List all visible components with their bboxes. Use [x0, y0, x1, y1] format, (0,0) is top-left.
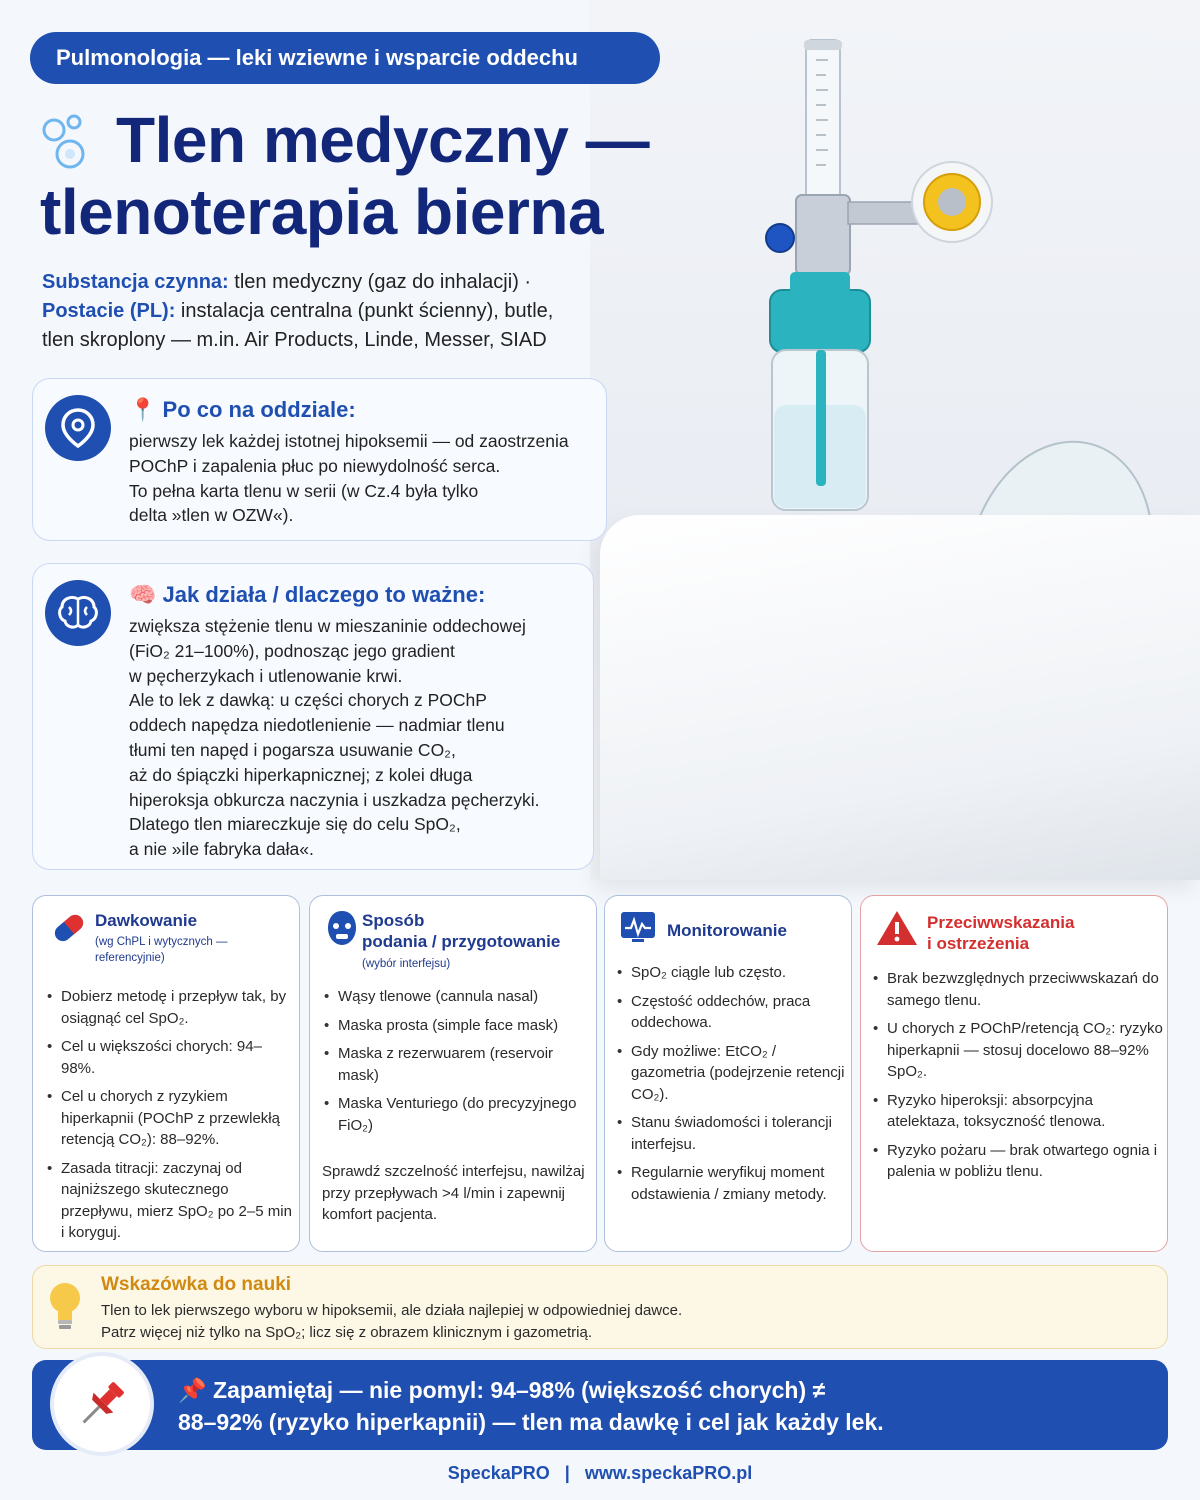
purpose-card	[32, 378, 607, 541]
purpose-title: Po co na oddziale:	[162, 397, 356, 422]
list-item: • Cel u chorych z ryzykiem hiperkapnii (POChP z przewlekłą retencją CO₂): 88–92%.	[47, 1086, 293, 1151]
mechanism-line: (FiO₂ 21–100%), podnosząc jego gradient	[129, 640, 455, 661]
list-item: • Dobierz metodę i przepływ tak, by osiągnąć cel SpO₂.	[47, 986, 293, 1029]
list-item: • Wąsy tlenowe (cannula nasal)	[324, 986, 590, 1008]
forms-value: instalacja centralna (punkt ścienny), butle,	[175, 300, 554, 322]
list-item: • Częstość oddechów, praca oddechowa.	[617, 991, 849, 1034]
purpose-text	[129, 429, 604, 528]
lightbulb-icon	[47, 1280, 83, 1334]
method-subtitle: (wybór interfejsu)	[362, 958, 451, 970]
dosing-box	[32, 895, 300, 1252]
list-item: • SpO₂ ciągle lub często.	[617, 962, 849, 984]
tip-text	[101, 1300, 682, 1344]
substance-info	[42, 268, 622, 355]
list-item: • U chorych z POChP/retencją CO₂: ryzyko hiperkapnii — stosuj docelowo 88–92% SpO₂.	[873, 1018, 1163, 1083]
mechanism-line: zwiększa stężenie tlenu w mieszaninie oddechowej	[129, 616, 526, 636]
mechanism-line: w pęcherzykach i utlenowanie krwi.	[129, 665, 403, 686]
remember-text	[178, 1374, 884, 1438]
list-item: • Maska prosta (simple face mask)	[324, 1015, 590, 1037]
list-item: • Gdy możliwe: EtCO₂ / gazometria (podejrzenie retencji CO₂).	[617, 1041, 849, 1106]
mechanism-line: aż do śpiączki hiperkapnicznej; z kolei długa	[129, 764, 473, 785]
contra-title-line: Przeciwwskazania	[927, 913, 1075, 932]
method-box	[309, 895, 597, 1252]
contra-title	[927, 912, 1074, 954]
mechanism-line: a nie »ile fabryka dała«.	[129, 839, 314, 860]
mechanism-text	[129, 614, 589, 862]
substance-value: tlen medyczny (gaz do inhalacji) ·	[228, 271, 532, 293]
banner-line: 88–92% (ryzyko hiperkapnii) — tlen ma dawkę i cel jak każdy lek.	[178, 1409, 884, 1435]
dosing-title: Dawkowanie	[95, 911, 198, 930]
list-item: • Ryzyko hiperoksji: absorpcyjna atelektaza, toksyczność tlenowa.	[873, 1090, 1163, 1133]
pin-emoji-icon: 📍	[129, 397, 157, 422]
forms-label: Postacie (PL):	[42, 300, 176, 322]
brain-emoji-icon: 🧠	[129, 582, 157, 607]
contra-list	[873, 968, 1163, 1190]
tip-line: Tlen to lek pierwszego wyboru w hipoksemii, ale działa najlepiej w odpowiedniej dawce.	[101, 1302, 683, 1319]
method-title-line: podania / przygotowanie	[362, 932, 561, 951]
mechanism-title: Jak działa / dlaczego to ważne:	[162, 582, 486, 607]
dosing-subtitle: (wg ChPL i wytycznych — referencyjnie)	[95, 936, 228, 964]
method-title-line: Sposób	[362, 911, 425, 930]
mask-icon	[324, 908, 360, 948]
purpose-line: pierwszy lek każdej istotnej hipoksemii — od zaostrzenia	[129, 431, 569, 451]
monitoring-box	[604, 895, 852, 1252]
monitoring-list	[617, 962, 849, 1212]
pushpin-emoji-icon: 📌	[178, 1377, 207, 1403]
category-pill	[30, 32, 660, 84]
purpose-line: POChP i zapalenia płuc po niewydolność serca.	[129, 455, 501, 476]
mechanism-line: hiperoksja obkurcza naczynia i uszkadza pęcherzyki.	[129, 789, 540, 810]
brain-icon	[45, 580, 111, 646]
title-line-1: Tlen medyczny —	[116, 104, 650, 176]
contra-title-line: i ostrzeżenia	[927, 934, 1030, 953]
list-item: • Stanu świadomości i tolerancji interfejsu.	[617, 1112, 849, 1155]
forms-value-cont: tlen skroplony — m.in. Air Products, Linde, Messer, SIAD	[42, 329, 547, 351]
mechanism-card	[32, 563, 594, 870]
study-tip	[32, 1265, 1168, 1349]
list-item: • Zasada titracji: zaczynaj od najniższego skutecznego przepływu, mierz SpO₂ po 2–5 min i koryguj.	[47, 1158, 293, 1244]
list-item: • Maska Venturiego (do precyzyjnego FiO₂)	[324, 1093, 590, 1136]
remember-banner	[32, 1360, 1168, 1450]
monitor-icon	[619, 910, 657, 944]
purpose-line: delta »tlen w OZW«).	[129, 505, 294, 526]
page-title	[40, 104, 740, 248]
method-note: Sprawdź szczelność interfejsu, nawilżaj przy przepływach >4 l/min i zapewnij komfort pacjenta.	[322, 1163, 585, 1223]
title-line-2: tlenoterapia bierna	[40, 176, 604, 248]
mechanism-line: Dlatego tlen miareczkuje się do celu SpO₂,	[129, 814, 461, 835]
footer-branding: SpeckaPRO | www.speckaPRO.pl	[447, 1463, 753, 1483]
list-item: • Regularnie weryfikuj moment odstawienia / zmiany metody.	[617, 1162, 849, 1205]
monitoring-title: Monitorowanie	[667, 921, 787, 940]
list-item: • Cel u większości chorych: 94–98%.	[47, 1036, 293, 1079]
warning-icon	[875, 908, 919, 948]
location-pin-icon	[45, 395, 111, 461]
method-list	[324, 986, 590, 1143]
pushpin-icon	[50, 1352, 154, 1456]
banner-line: Zapamiętaj — nie pomyl: 94–98% (większość chorych) ≠	[213, 1377, 826, 1403]
mechanism-line: oddech napędza niedotlenienie — nadmiar tlenu	[129, 715, 505, 736]
tray	[600, 515, 1200, 880]
category-label: Pulmonologia — leki wziewne i wsparcie oddechu	[56, 45, 578, 70]
method-title	[362, 910, 560, 952]
mechanism-line: Ale to lek z dawką: u części chorych z POChP	[129, 690, 487, 711]
tip-title: Wskazówka do nauki	[101, 1274, 292, 1295]
contraindications-box	[860, 895, 1168, 1252]
tip-line: Patrz więcej niż tylko na SpO₂; licz się z obrazem klinicznym i gazometrią.	[101, 1324, 592, 1341]
substance-label: Substancja czynna:	[42, 271, 229, 293]
list-item: • Maska z rezerwuarem (reservoir mask)	[324, 1043, 590, 1086]
list-item: • Ryzyko pożaru — brak otwartego ognia i palenia w pobliżu tlenu.	[873, 1140, 1163, 1183]
pill-icon	[49, 908, 89, 948]
dosing-list	[47, 986, 293, 1251]
mechanism-line: tłumi ten napęd i pogarsza usuwanie CO₂,	[129, 739, 456, 760]
list-item: • Brak bezwzględnych przeciwwskazań do samego tlenu.	[873, 968, 1163, 1011]
purpose-line: To pełna karta tlenu w serii (w Cz.4 była tylko	[129, 480, 479, 501]
